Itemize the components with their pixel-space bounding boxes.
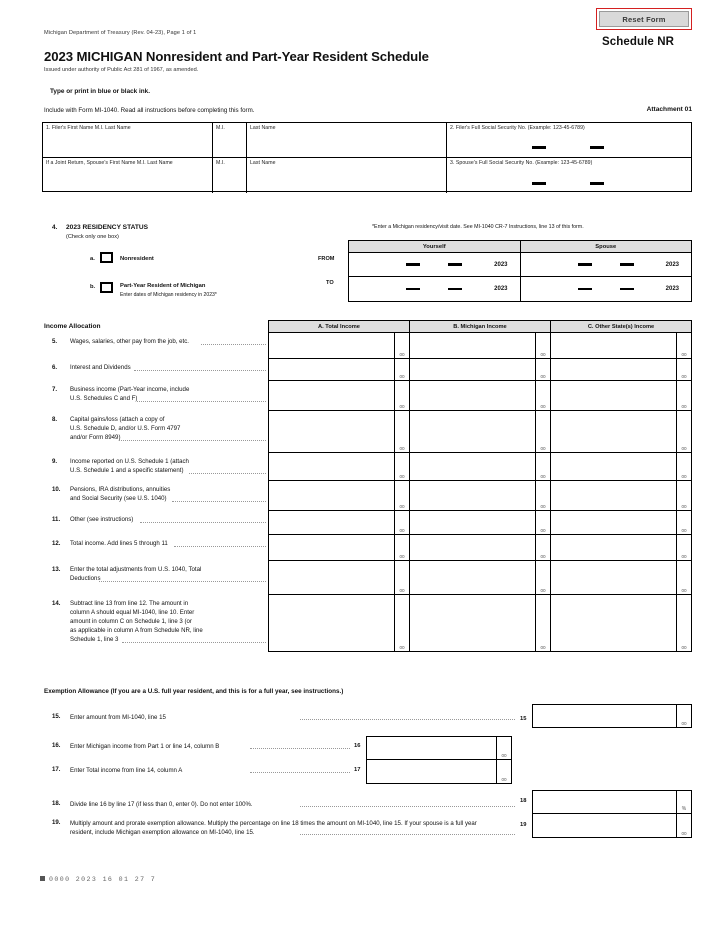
filer-ssn-label: 2. Filer's Full Social Security No. (Example: 123-45-6789) [450, 125, 585, 131]
exemption-line15-field[interactable] [533, 705, 676, 727]
income-field-14-a[interactable] [269, 595, 394, 651]
from-date-yourself-field[interactable] [349, 253, 521, 276]
residency-col-spouse: Spouse [595, 243, 617, 250]
residency-from-row [349, 253, 691, 277]
income-row-14 [269, 595, 691, 651]
income-cell-13-c[interactable] [551, 561, 691, 594]
income-label-text-5-0: Wages, salaries, other pay from the job, etc. [70, 338, 189, 345]
income-row-6 [269, 359, 691, 381]
date-dash-1 [406, 263, 420, 266]
income-cell-5-b[interactable] [410, 333, 551, 358]
exemption-line18-percent: % [676, 791, 691, 813]
income-field-6-b[interactable] [410, 359, 535, 380]
income-label-text-10-1: and Social Security (see U.S. 1040) [70, 495, 167, 502]
income-field-5-c[interactable] [551, 333, 676, 358]
income-field-7-a[interactable] [269, 381, 394, 410]
income-label-text-8-2: and/or Form 8949) [70, 434, 121, 441]
filer-ssn-separators [447, 146, 689, 149]
barcode-square-icon [40, 876, 45, 881]
income-leader-6 [134, 370, 266, 371]
income-field-11-b[interactable] [410, 511, 535, 534]
income-cell-10-c[interactable] [551, 481, 691, 510]
income-label-text-11-0: Other (see instructions) [70, 516, 134, 523]
residency-to-row [349, 277, 691, 301]
date-dash-6 [448, 288, 462, 291]
income-cents-13-a: 00 [394, 561, 409, 594]
income-field-5-b[interactable] [410, 333, 535, 358]
exemption-line16-17-box [366, 736, 512, 784]
filer-name-label: 1. Filer's First Name M.I. Last Name [46, 125, 131, 131]
schedule-id: Schedule NR [601, 36, 675, 48]
filer-mi-cell[interactable] [213, 123, 247, 157]
date-dash-4 [620, 263, 634, 266]
spouse-ssn-label: 3. Spouse's Full Social Security No. (Example: 123-45-6789) [450, 160, 593, 166]
income-label-text-14-2: amount in column C on Schedule 1, line 3 (or [70, 618, 192, 625]
income-leader-14 [122, 642, 266, 643]
income-leader-7 [137, 401, 266, 402]
income-cents-10-a: 00 [394, 481, 409, 510]
income-cents-8-c: 00 [676, 411, 691, 452]
income-cents-13-c: 00 [676, 561, 691, 594]
filer-lastname-cell[interactable] [247, 123, 447, 157]
income-field-14-b[interactable] [410, 595, 535, 651]
income-cell-12-b[interactable] [410, 535, 551, 560]
residency-to-label: TO [326, 280, 334, 286]
issued-under-authority: Issued under authority of Public Act 281 of 1967, as amended. [44, 67, 199, 73]
exemption-line17-number: 17 [354, 767, 361, 773]
income-field-12-c[interactable] [551, 535, 676, 560]
income-label-number-8: 8. [52, 416, 58, 423]
income-cell-6-a[interactable] [269, 359, 410, 380]
exemption-line16-field[interactable] [367, 737, 496, 759]
income-cents-7-c: 00 [676, 381, 691, 410]
income-row-8 [269, 411, 691, 453]
exemption-label-text-16: Enter Michigan income from Part 1 or line 14, column B [70, 743, 220, 750]
form-footer-barcode [40, 876, 156, 883]
residency-subtitle: (Check only one box) [66, 234, 119, 240]
income-label-number-6: 6. [52, 364, 58, 371]
income-cell-13-a[interactable] [269, 561, 410, 594]
exemption-line19-field[interactable] [533, 814, 676, 837]
income-col-b: B. Michigan Income [410, 321, 551, 332]
spouse-mi-cell[interactable] [213, 158, 247, 193]
income-cell-7-a[interactable] [269, 381, 410, 410]
income-field-13-a[interactable] [269, 561, 394, 594]
exemption-label-number-19: 19. [52, 819, 61, 826]
exemption-leader-15 [300, 719, 515, 720]
income-label-text-14-3: as applicable in column A from Schedule NR, line [70, 627, 203, 634]
income-label-text-13-1: Deductions [70, 575, 101, 582]
type-or-print-instruction: Type or print in blue or black ink. [50, 88, 151, 95]
income-label-text-9-0: Income reported on U.S. Schedule 1 (attach [70, 458, 189, 465]
exemption-label-number-18: 18. [52, 800, 61, 807]
income-row-9 [269, 453, 691, 481]
exemption-line16-cents: 00 [496, 737, 511, 759]
exemption-line18-19-box [532, 790, 692, 838]
income-cents-11-c: 00 [676, 511, 691, 534]
income-label-text-7-0: Business income (Part-Year income, include [70, 386, 190, 393]
income-label-text-13-0: Enter the total adjustments from U.S. 1040, Total [70, 566, 202, 573]
income-cell-10-b[interactable] [410, 481, 551, 510]
income-cents-7-a: 00 [394, 381, 409, 410]
exemption-line16-row[interactable] [367, 737, 511, 760]
income-cents-6-a: 00 [394, 359, 409, 380]
exemption-line17-row[interactable] [367, 760, 511, 783]
exemption-line17-field[interactable] [367, 760, 496, 783]
exemption-line19-cents: 00 [676, 814, 691, 837]
exemption-leader-18 [300, 806, 515, 807]
income-cell-6-b[interactable] [410, 359, 551, 380]
income-field-11-a[interactable] [269, 511, 394, 534]
income-cents-14-b: 00 [535, 595, 550, 651]
income-field-8-a[interactable] [269, 411, 394, 452]
income-label-number-11: 11. [52, 516, 61, 523]
residency-note: *Enter a Michigan residency/visit date. See MI-1040 CR-7 Instructions, line 13 of this form. [372, 224, 584, 230]
income-field-11-c[interactable] [551, 511, 676, 534]
residency-option-b-label: Part-Year Resident of Michigan [120, 283, 206, 289]
income-cell-8-a[interactable] [269, 411, 410, 452]
income-cell-8-c[interactable] [551, 411, 691, 452]
residency-col-yourself: Yourself [349, 241, 521, 252]
income-label-text-14-0: Subtract line 13 from line 12. The amount in [70, 600, 189, 607]
income-cents-8-a: 00 [394, 411, 409, 452]
income-cents-5-b: 00 [535, 333, 550, 358]
spouse-mi-label: M.I. [216, 160, 225, 166]
income-row-10 [269, 481, 691, 511]
income-row-7 [269, 381, 691, 411]
exemption-line15-box[interactable] [532, 704, 692, 728]
income-cell-6-c[interactable] [551, 359, 691, 380]
exemption-label-text-18: Divide line 16 by line 17 (if less than 0, enter 0). Do not enter 100%. [70, 801, 253, 808]
income-cell-8-b[interactable] [410, 411, 551, 452]
date-dash-8 [620, 288, 634, 291]
income-label-number-13: 13. [52, 566, 61, 573]
income-field-8-b[interactable] [410, 411, 535, 452]
income-leader-5 [201, 344, 267, 345]
income-cell-12-a[interactable] [269, 535, 410, 560]
income-cents-6-c: 00 [676, 359, 691, 380]
exemption-label-text-15: Enter amount from MI-1040, line 15 [70, 714, 166, 721]
residency-from-label: FROM [318, 256, 335, 262]
date-dash-7 [578, 288, 592, 291]
income-cents-6-b: 00 [535, 359, 550, 380]
income-leader-12 [174, 546, 266, 547]
income-col-c: C. Other State(s) Income [587, 323, 655, 330]
income-cents-13-b: 00 [535, 561, 550, 594]
include-with-instruction: Include with Form MI-1040. Read all instructions before completing this form. [44, 107, 255, 114]
income-cents-9-a: 00 [394, 453, 409, 480]
income-cents-5-a: 00 [394, 333, 409, 358]
income-field-7-b[interactable] [410, 381, 535, 410]
spouse-ssn-cell[interactable] [447, 158, 689, 193]
income-row-11 [269, 511, 691, 535]
income-leader-9 [189, 473, 266, 474]
income-cents-7-b: 00 [535, 381, 550, 410]
income-label-number-10: 10. [52, 486, 61, 493]
income-cents-9-c: 00 [676, 453, 691, 480]
exemption-line17-cents: 00 [496, 760, 511, 783]
ssn-dash-3 [532, 182, 546, 185]
income-cell-12-c[interactable] [551, 535, 691, 560]
residency-title: 2023 RESIDENCY STATUS [66, 224, 149, 231]
exemption-label-number-17: 17. [52, 766, 61, 773]
income-cell-10-a[interactable] [269, 481, 410, 510]
income-cell-11-c[interactable] [551, 511, 691, 534]
income-cents-12-b: 00 [535, 535, 550, 560]
exemption-line19-number: 19 [520, 822, 527, 828]
income-cell-14-b[interactable] [410, 595, 551, 651]
income-cents-11-b: 00 [535, 511, 550, 534]
filer-row [43, 123, 691, 158]
income-leader-10 [172, 501, 267, 502]
to-year-yourself: 2023 [494, 286, 508, 292]
income-label-text-8-1: U.S. Schedule D, and/or U.S. Form 4797 [70, 425, 181, 432]
income-cell-5-c[interactable] [551, 333, 691, 358]
exemption-leader-17 [250, 772, 350, 773]
income-cents-9-b: 00 [535, 453, 550, 480]
residency-option-a-label: Nonresident [120, 256, 154, 262]
income-allocation-grid [268, 320, 692, 652]
income-cents-12-c: 00 [676, 535, 691, 560]
exemption-line18-row[interactable] [533, 791, 691, 814]
exemption-label-text-17: Enter Total income from line 14, column A [70, 767, 183, 774]
income-field-13-b[interactable] [410, 561, 535, 594]
income-label-text-14-4: Schedule 1, line 3 [70, 636, 119, 643]
income-leader-13 [99, 581, 266, 582]
date-dash-2 [448, 263, 462, 266]
residency-dates-grid [348, 240, 692, 302]
income-cell-5-a[interactable] [269, 333, 410, 358]
income-grid-header [269, 321, 691, 333]
income-row-13 [269, 561, 691, 595]
income-cents-14-a: 00 [394, 595, 409, 651]
income-col-a: A. Total Income [269, 321, 410, 332]
spouse-lastname-label: Last Name [250, 160, 276, 166]
residency-option-a-letter: a. [90, 256, 95, 262]
income-cell-11-a[interactable] [269, 511, 410, 534]
residency-checkbox-partyear[interactable] [100, 282, 113, 293]
exemption-leader-19 [300, 834, 515, 835]
exemption-line16-number: 16 [354, 743, 361, 749]
income-cents-10-c: 00 [676, 481, 691, 510]
footer-barcode-text: 0000 2023 16 01 27 7 [49, 876, 157, 883]
ssn-dash-4 [590, 182, 604, 185]
income-field-5-a[interactable] [269, 333, 394, 358]
income-field-8-c[interactable] [551, 411, 676, 452]
income-field-9-c[interactable] [551, 453, 676, 480]
income-cents-5-c: 00 [676, 333, 691, 358]
income-cell-9-b[interactable] [410, 453, 551, 480]
spouse-name-label: If a Joint Return, Spouse's First Name M.I. Last Name [46, 160, 173, 166]
income-label-text-9-1: U.S. Schedule 1 and a specific statement) [70, 467, 184, 474]
income-cell-14-a[interactable] [269, 595, 410, 651]
income-field-12-b[interactable] [410, 535, 535, 560]
to-year-spouse: 2023 [665, 286, 679, 292]
income-label-text-8-0: Capital gains/loss (attach a copy of [70, 416, 165, 423]
income-label-text-6-0: Interest and Dividends [70, 364, 131, 371]
income-cents-8-b: 00 [535, 411, 550, 452]
to-date-yourself-field[interactable] [349, 277, 521, 301]
exemption-line18-number: 18 [520, 798, 527, 804]
date-dash-5 [406, 288, 420, 291]
exemption-line15-cents: 00 [676, 705, 691, 727]
residency-checkbox-nonresident[interactable] [100, 252, 113, 263]
exemption-line19-row[interactable] [533, 814, 691, 837]
filer-lastname-label: Last Name [250, 125, 276, 131]
income-label-number-7: 7. [52, 386, 58, 393]
income-leader-8 [119, 440, 266, 441]
exemption-label-text-19: Multiply amount and prorate exemption allowance. Multiply the percentage on line 18 times the amount on MI-1040, line 15. If your spouse is a full year resident, include Michigan exemption allowance on MI-1040, line 15. [70, 820, 477, 836]
income-cents-10-b: 00 [535, 481, 550, 510]
ssn-dash-1 [532, 146, 546, 149]
income-cell-14-c[interactable] [551, 595, 691, 651]
income-cell-11-b[interactable] [410, 511, 551, 534]
income-field-7-c[interactable] [551, 381, 676, 410]
exemption-line18-field[interactable] [533, 791, 676, 813]
reset-form-button[interactable]: Reset Form [599, 11, 689, 27]
date-dash-3 [578, 263, 592, 266]
income-cents-11-a: 00 [394, 511, 409, 534]
income-field-10-b[interactable] [410, 481, 535, 510]
filer-name-cell[interactable] [43, 123, 213, 157]
exemption-section-title: Exemption Allowance (If you are a U.S. full year resident, and this is for a full year, see instructions.) [44, 688, 344, 695]
income-field-6-a[interactable] [269, 359, 394, 380]
income-label-text-7-1: U.S. Schedules C and F) [70, 395, 138, 402]
income-cell-9-a[interactable] [269, 453, 410, 480]
income-field-6-c[interactable] [551, 359, 676, 380]
residency-dates-header [349, 241, 691, 253]
spouse-row [43, 158, 691, 193]
spouse-lastname-cell[interactable] [247, 158, 447, 193]
income-field-14-c[interactable] [551, 595, 676, 651]
income-row-5 [269, 333, 691, 359]
income-label-text-14-1: column A should equal MI-1040, line 10. Enter [70, 609, 195, 616]
exemption-label-number-15: 15. [52, 713, 61, 720]
spouse-ssn-separators [447, 182, 689, 185]
income-section-title: Income Allocation [44, 323, 101, 330]
income-label-number-12: 12. [52, 540, 61, 547]
filer-ssn-cell[interactable] [447, 123, 689, 157]
department-line: Michigan Department of Treasury (Rev. 04-23), Page 1 of 1 [44, 30, 197, 36]
income-field-10-c[interactable] [551, 481, 676, 510]
income-cell-9-c[interactable] [551, 453, 691, 480]
from-year-yourself: 2023 [494, 261, 508, 268]
income-label-text-12-0: Total income. Add lines 5 through 11 [70, 540, 168, 547]
residency-option-b-sublabel: Enter dates of Michigan residency in 2023* [120, 292, 217, 298]
income-label-text-10-0: Pensions, IRA distributions, annuities [70, 486, 171, 493]
income-leader-11 [140, 522, 266, 523]
income-label-number-14: 14. [52, 600, 61, 607]
exemption-leader-16 [250, 748, 350, 749]
residency-option-b-letter: b. [90, 284, 96, 290]
residency-line-number: 4. [52, 224, 58, 231]
attachment-number: Attachment 01 [646, 106, 692, 113]
ssn-dash-2 [590, 146, 604, 149]
exemption-line15-number: 15 [520, 716, 527, 722]
income-row-12 [269, 535, 691, 561]
filer-mi-label: M.I. [216, 125, 225, 131]
income-label-number-5: 5. [52, 338, 58, 345]
income-grid-rows [269, 333, 691, 651]
income-field-9-a[interactable] [269, 453, 394, 480]
page-title: 2023 MICHIGAN Nonresident and Part-Year Resident Schedule [44, 49, 429, 64]
income-cell-7-c[interactable] [551, 381, 691, 410]
income-field-10-a[interactable] [269, 481, 394, 510]
income-field-12-a[interactable] [269, 535, 394, 560]
from-year-spouse: 2023 [665, 261, 679, 268]
income-label-number-9: 9. [52, 458, 58, 465]
income-field-9-b[interactable] [410, 453, 535, 480]
income-cell-7-b[interactable] [410, 381, 551, 410]
income-cell-13-b[interactable] [410, 561, 551, 594]
from-date-spouse-field[interactable] [521, 253, 692, 276]
income-cents-14-c: 00 [676, 595, 691, 651]
taxpayer-id-block [42, 122, 692, 192]
exemption-label-number-16: 16. [52, 742, 61, 749]
income-field-13-c[interactable] [551, 561, 676, 594]
to-date-spouse-field[interactable] [521, 277, 692, 301]
reset-form-container [596, 8, 692, 30]
income-cents-12-a: 00 [394, 535, 409, 560]
spouse-name-cell[interactable] [43, 158, 213, 193]
